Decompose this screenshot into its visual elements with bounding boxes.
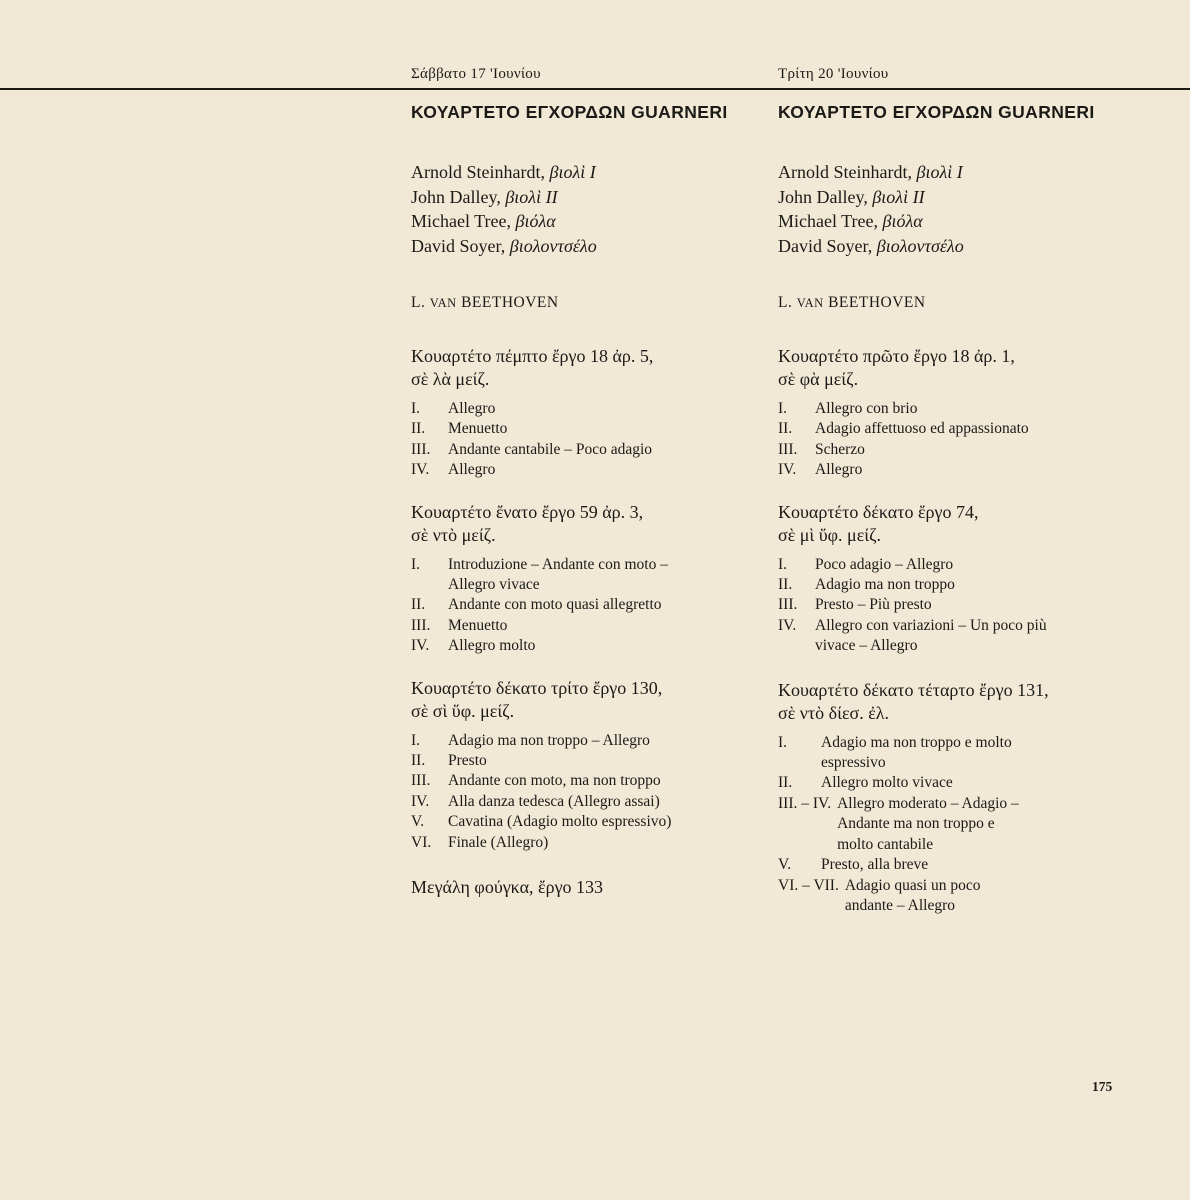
musician-instrument: βιολοντσέλο bbox=[509, 235, 597, 256]
movement-name-continued: Andante ma non troppo e bbox=[837, 815, 995, 833]
musician-list bbox=[778, 160, 1158, 258]
movement-name-line: Allegro con variazioni – Un poco più bbox=[815, 616, 1047, 634]
movement-number: II. bbox=[411, 420, 426, 438]
musician-name: Arnold Steinhardt, bbox=[411, 162, 545, 182]
extra-work: Μεγάλη φούγκα, ἔργο 133 bbox=[411, 877, 604, 898]
work-title bbox=[411, 677, 766, 723]
movement-number: I. bbox=[778, 733, 788, 751]
movement-name bbox=[815, 616, 1158, 657]
movement-name: Andante con moto, ma non troppo bbox=[448, 772, 661, 790]
concert-date: Σάββατο 17 'Ιουνίου bbox=[411, 66, 541, 82]
movement-number: IV. bbox=[411, 461, 430, 479]
musician-line bbox=[411, 160, 766, 185]
composer-surname: BEETHOVEN bbox=[828, 294, 926, 311]
movement-item bbox=[411, 595, 766, 615]
musician-line bbox=[411, 209, 766, 234]
movement-number: III. bbox=[778, 440, 798, 458]
work-key: σὲ φὰ μείζ. bbox=[778, 369, 859, 389]
movement-name: Scherzo bbox=[815, 440, 865, 458]
composer-name bbox=[411, 294, 766, 312]
movement-name: Cavatina (Adagio molto espressivo) bbox=[448, 813, 672, 831]
movement-item bbox=[411, 812, 766, 832]
movement-name: Finale (Allegro) bbox=[448, 833, 549, 851]
movement-name-line: Allegro moderato – Adagio – bbox=[837, 794, 1019, 812]
movement-name: Poco adagio – Allegro bbox=[815, 555, 954, 573]
movement-name: Presto, alla breve bbox=[821, 856, 929, 874]
movement-name bbox=[845, 876, 1158, 917]
musician-instrument: βιόλα bbox=[515, 211, 556, 231]
musician-line bbox=[411, 185, 766, 210]
movement-number: I. bbox=[778, 400, 788, 417]
musician-line bbox=[778, 209, 1158, 234]
movement-item bbox=[778, 616, 1158, 657]
movement-number: II. bbox=[778, 576, 793, 594]
movement-number: III. bbox=[411, 772, 431, 790]
movement-item bbox=[411, 440, 766, 460]
movement-item bbox=[778, 773, 1158, 793]
movement-item bbox=[411, 460, 766, 480]
work-title-line: Κουαρτέτο δέκατο ἔργο 74, bbox=[778, 501, 979, 522]
movement-item bbox=[778, 440, 1158, 460]
musician-name: John Dalley, bbox=[411, 186, 501, 207]
movement-number: I. bbox=[411, 400, 421, 417]
work-title bbox=[778, 679, 1158, 725]
movement-name bbox=[837, 794, 1158, 855]
movement-name-continued: Allegro vivace bbox=[448, 576, 540, 594]
work-title-line: Κουαρτέτο ἔνατο ἔργο 59 ἀρ. 3, bbox=[411, 501, 644, 522]
movement-number: IV. bbox=[778, 461, 797, 479]
work-key: σὲ μὶ ὕφ. μείζ. bbox=[778, 524, 882, 545]
movement-item bbox=[778, 733, 1158, 774]
composer-van: VAN bbox=[796, 296, 824, 310]
movement-name: Presto – Più presto bbox=[815, 596, 932, 614]
movement-item bbox=[411, 792, 766, 812]
movement-list bbox=[778, 399, 1158, 481]
work-title-line: Κουαρτέτο δέκατο τέταρτο ἔργο 131, bbox=[778, 679, 1049, 700]
movement-item bbox=[411, 399, 766, 419]
movement-name: Adagio ma non troppo bbox=[815, 576, 955, 594]
ensemble-title: ΚΟΥΑΡΤΕΤΟ ΕΓΧΟΡΔΩΝ GUARNERI bbox=[778, 102, 1095, 122]
musician-line bbox=[411, 234, 766, 259]
work-title bbox=[778, 501, 1158, 547]
work-title bbox=[778, 345, 1158, 391]
movement-item bbox=[411, 616, 766, 636]
musician-list bbox=[411, 160, 766, 258]
movement-number: III. bbox=[778, 596, 798, 614]
work-key: σὲ λὰ μείζ. bbox=[411, 369, 490, 389]
musician-name: Michael Tree, bbox=[778, 211, 878, 231]
movement-number: VI. bbox=[411, 833, 432, 851]
musician-instrument: βιολοντσέλο bbox=[876, 235, 964, 256]
work-title-line: Κουαρτέτο πρῶτο ἔργο 18 ἀρ. 1, bbox=[778, 346, 1015, 366]
movement-name bbox=[821, 733, 1158, 774]
movement-number: IV. bbox=[411, 792, 430, 810]
movement-item bbox=[778, 794, 1158, 855]
movement-item bbox=[411, 731, 766, 751]
movement-number: IV. bbox=[778, 616, 797, 634]
movement-name: Allegro bbox=[448, 400, 496, 417]
work-title-line: Κουαρτέτο δέκατο τρίτο ἔργο 130, bbox=[411, 677, 663, 698]
movement-item bbox=[778, 419, 1158, 439]
movement-number: V. bbox=[411, 813, 425, 831]
composer-van: VAN bbox=[429, 296, 457, 310]
movement-name: Menuetto bbox=[448, 420, 508, 438]
movement-list bbox=[411, 731, 766, 853]
movement-number: II. bbox=[411, 752, 426, 770]
composer-surname: BEETHOVEN bbox=[461, 294, 559, 311]
movement-item bbox=[778, 460, 1158, 480]
musician-instrument: βιολὶ II bbox=[505, 186, 558, 207]
movement-item bbox=[778, 575, 1158, 595]
movement-number: VI. – VII. bbox=[778, 876, 839, 894]
movement-number: II. bbox=[778, 774, 793, 792]
movement-name-continued: vivace – Allegro bbox=[815, 637, 918, 655]
musician-instrument: βιολὶ I bbox=[549, 162, 596, 182]
work-title-line: Κουαρτέτο πέμπτο ἔργο 18 ἀρ. 5, bbox=[411, 346, 654, 366]
concert-date: Τρίτη 20 'Ιουνίου bbox=[778, 66, 889, 82]
movement-name: Alla danza tedesca (Allegro assai) bbox=[448, 792, 660, 810]
work-key: σὲ ντὸ δίεσ. ἐλ. bbox=[778, 702, 890, 723]
movement-number: II. bbox=[411, 596, 426, 614]
movement-name-continued: espressivo bbox=[821, 754, 886, 772]
movement-name: Menuetto bbox=[448, 616, 508, 634]
movement-number: I. bbox=[411, 731, 421, 749]
movement-item bbox=[778, 595, 1158, 615]
movement-number: IV. bbox=[411, 637, 430, 655]
movement-number: III. bbox=[411, 440, 431, 458]
movement-item bbox=[411, 751, 766, 771]
work-title bbox=[411, 501, 766, 547]
movement-number: III. – IV. bbox=[778, 794, 832, 812]
movement-name: Adagio ma non troppo – Allegro bbox=[448, 731, 650, 749]
movement-name-line: Adagio ma non troppo e molto bbox=[821, 733, 1012, 751]
movement-name: Andante con moto quasi allegretto bbox=[448, 596, 662, 614]
movement-name-line: Introduzione – Andante con moto – bbox=[448, 555, 668, 573]
movement-item bbox=[411, 771, 766, 791]
movement-name-continued: andante – Allegro bbox=[844, 896, 956, 914]
movement-item bbox=[411, 833, 766, 853]
movement-name-continued: molto cantabile bbox=[837, 835, 934, 853]
movement-name: Allegro molto bbox=[448, 637, 536, 655]
composer-initial: L. bbox=[778, 294, 793, 311]
musician-name: David Soyer, bbox=[411, 235, 506, 256]
movement-item bbox=[778, 555, 1158, 575]
movement-name: Allegro molto vivace bbox=[821, 774, 953, 792]
work-key: σὲ ντὸ μείζ. bbox=[411, 524, 496, 545]
movement-list bbox=[778, 555, 1158, 657]
composer-initial: L. bbox=[411, 294, 426, 311]
musician-name: John Dalley, bbox=[778, 186, 868, 207]
movement-name: Presto bbox=[448, 752, 487, 770]
ensemble-title: ΚΟΥΑΡΤΕΤΟ ΕΓΧΟΡΔΩΝ GUARNERI bbox=[411, 102, 728, 122]
movement-number: I. bbox=[778, 555, 788, 573]
movement-number: II. bbox=[778, 420, 793, 438]
movement-number: III. bbox=[411, 616, 431, 634]
movement-name: Allegro con brio bbox=[815, 400, 918, 417]
movement-list bbox=[411, 555, 766, 657]
movement-number: I. bbox=[411, 555, 421, 573]
concert-column-right bbox=[778, 60, 1158, 916]
movement-name: Andante cantabile – Poco adagio bbox=[448, 440, 653, 458]
page-number: 175 bbox=[1092, 1079, 1113, 1094]
movement-name bbox=[448, 555, 766, 596]
movement-name: Allegro bbox=[815, 461, 863, 479]
work-key: σὲ σὶ ὕφ. μείζ. bbox=[411, 700, 515, 721]
movement-name: Allegro bbox=[448, 461, 496, 479]
movement-name-line: Adagio quasi un poco bbox=[844, 876, 981, 894]
musician-name: Arnold Steinhardt, bbox=[778, 162, 912, 182]
movement-item bbox=[411, 555, 766, 596]
composer-name bbox=[778, 294, 1158, 312]
movement-item bbox=[778, 876, 1158, 917]
musician-instrument: βιολὶ I bbox=[916, 162, 963, 182]
work-title bbox=[411, 345, 766, 391]
movement-item bbox=[411, 419, 766, 439]
musician-name: David Soyer, bbox=[778, 235, 873, 256]
movement-number: V. bbox=[778, 856, 792, 874]
musician-instrument: βιόλα bbox=[882, 211, 923, 231]
movement-item bbox=[778, 399, 1158, 419]
movement-name: Adagio affettuoso ed appassionato bbox=[815, 420, 1029, 438]
musician-line bbox=[778, 160, 1158, 185]
movement-item bbox=[778, 855, 1158, 875]
movement-list bbox=[411, 399, 766, 481]
movement-item bbox=[411, 636, 766, 656]
musician-line bbox=[778, 234, 1158, 259]
musician-line bbox=[778, 185, 1158, 210]
musician-instrument: βιολὶ II bbox=[872, 186, 925, 207]
concert-column-left bbox=[411, 60, 766, 898]
musician-name: Michael Tree, bbox=[411, 211, 511, 231]
movement-list bbox=[778, 733, 1158, 917]
